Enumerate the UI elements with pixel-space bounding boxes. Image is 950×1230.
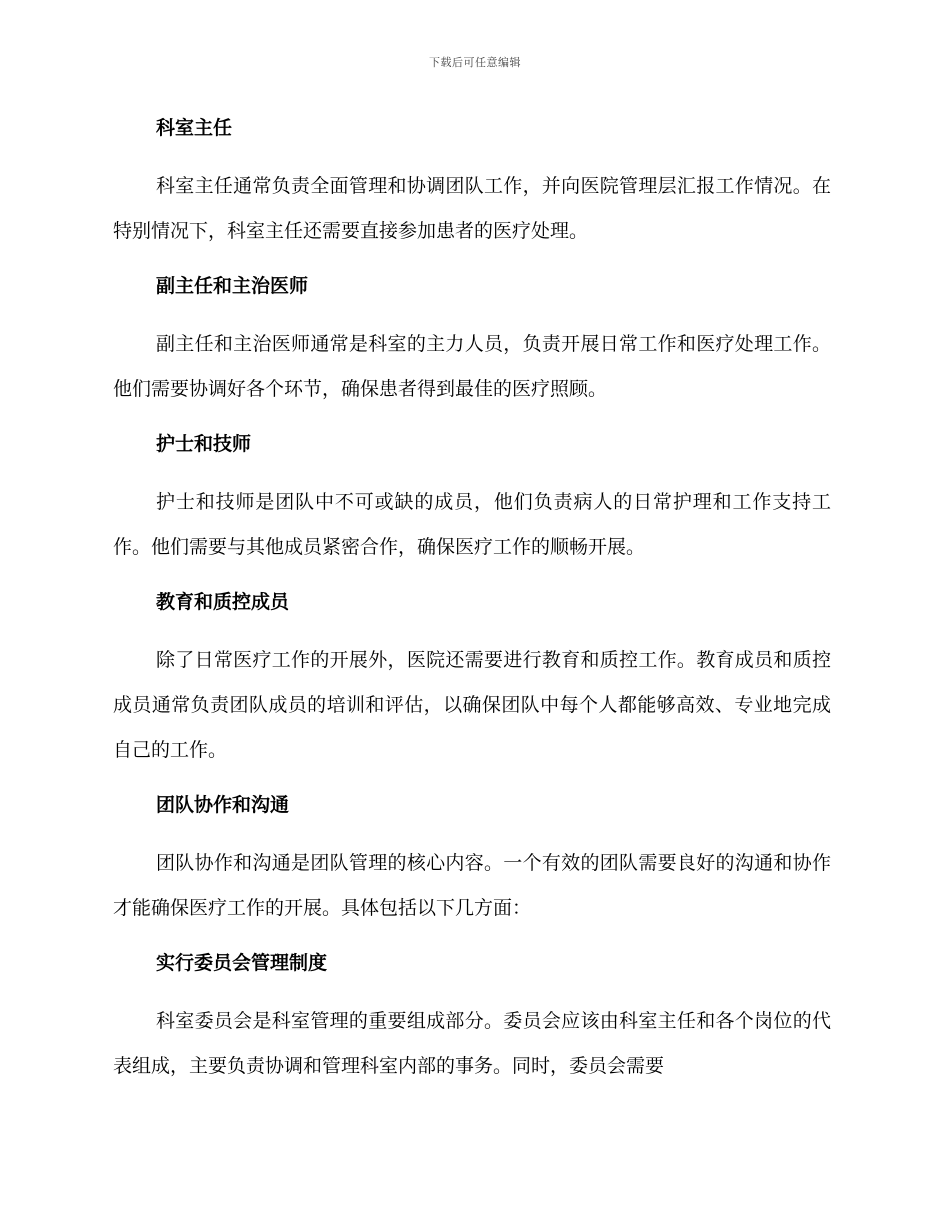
section-paragraph: 副主任和主治医师通常是科室的主力人员，负责开展日常工作和医疗处理工作。他们需要协调好各个环节，确保患者得到最佳的医疗照顾。 (113, 333, 831, 400)
section-heading: 教育和质控成员 (156, 591, 290, 613)
section-heading: 护士和技师 (156, 433, 252, 455)
section-paragraph: 科室委员会是科室管理的重要组成部分。委员会应该由科室主任和各个岗位的代表组成，主要负责协调和管理科室内部的事务。同时，委员会需要 (113, 1010, 831, 1077)
page-header: 下载后可任意编辑 (429, 56, 521, 69)
section-paragraph: 团队协作和沟通是团队管理的核心内容。一个有效的团队需要良好的沟通和协作才能确保医疗工作的开展。具体包括以下几方面： (113, 852, 831, 919)
section-paragraph: 科室主任通常负责全面管理和协调团队工作，并向医院管理层汇报工作情况。在特别情况下，科室主任还需要直接参加患者的医疗处理。 (113, 175, 831, 242)
section-heading: 团队协作和沟通 (156, 794, 290, 816)
section-paragraph: 除了日常医疗工作的开展外，医院还需要进行教育和质控工作。教育成员和质控成员通常负责团队成员的培训和评估，以确保团队中每个人都能够高效、专业地完成自己的工作。 (113, 649, 831, 761)
section-heading: 科室主任 (156, 117, 233, 139)
section-paragraph: 护士和技师是团队中不可或缺的成员，他们负责病人的日常护理和工作支持工作。他们需要与其他成员紧密合作，确保医疗工作的顺畅开展。 (113, 491, 831, 558)
document-body (113, 112, 831, 1105)
section-heading: 副主任和主治医师 (156, 275, 309, 297)
section-heading: 实行委员会管理制度 (156, 952, 328, 974)
